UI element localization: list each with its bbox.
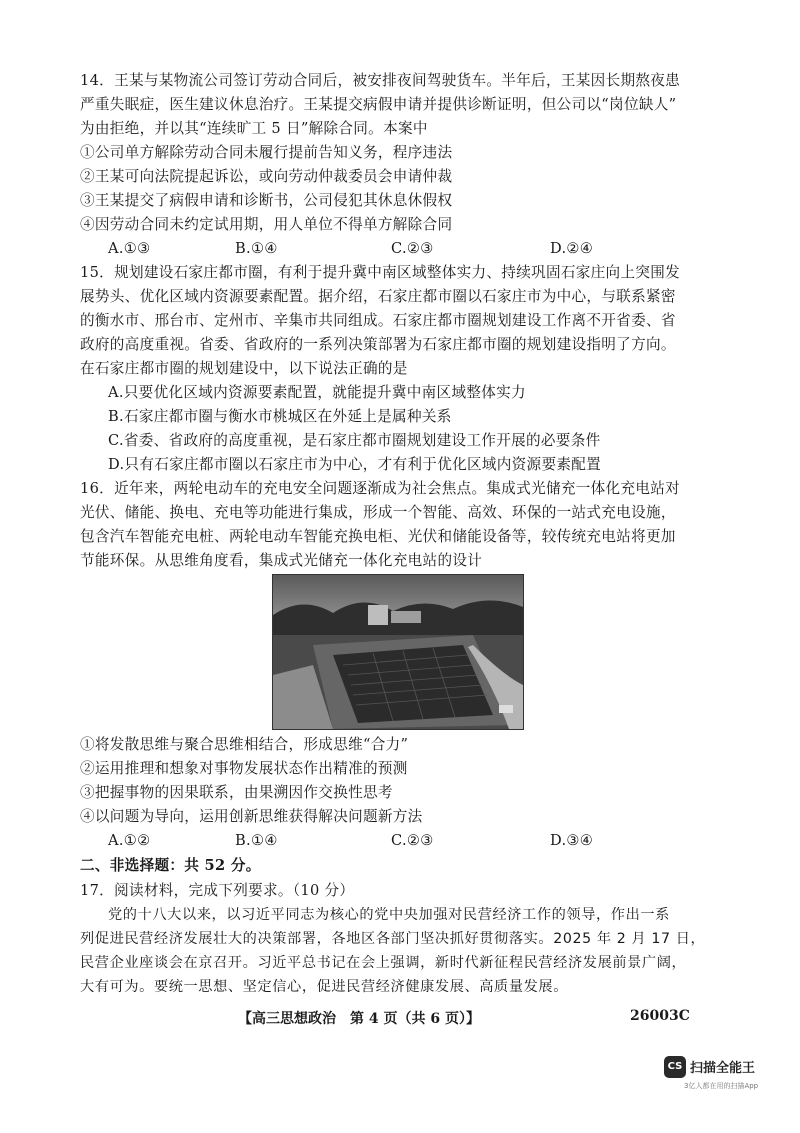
camscanner-logo-icon: CS <box>664 1056 686 1078</box>
photo-illustration <box>273 575 523 729</box>
q17-material-line: 民营企业座谈会在京召开。习近平总书记在会上强调，新时代新征程民营经济发展前景广阔， <box>80 955 687 971</box>
q14-statement: ③王某提交了病假申请和诊断书，公司侵犯其休息休假权 <box>80 192 453 209</box>
q16-statement: ②运用推理和想象对事物发展状态作出精准的预测 <box>80 760 408 777</box>
q14-option-b[interactable]: B.①④ <box>235 240 278 257</box>
q15-option-d[interactable]: D.只有石家庄都市圈以石家庄市为中心，才有利于优化区域内资源要素配置 <box>108 456 602 473</box>
aerial-photo-charging-station <box>272 574 524 730</box>
q17-material-line: 党的十八大以来，以习近平同志为核心的党中央加强对民营经济工作的领导，作出一系 <box>108 907 670 923</box>
q14-line: 为由拒绝，并以其“连续旷工 5 日”解除合同。本案中 <box>80 120 428 137</box>
q16-statement: ③把握事物的因果联系，由果溯因作交换性思考 <box>80 784 393 801</box>
q14-option-d[interactable]: D.②④ <box>550 240 594 257</box>
page-footer: 【高三思想政治 第 4 页（共 6 页）】 <box>238 1011 480 1027</box>
q15-line: 政府的高度重视。省委、省政府的一系列决策部署为石家庄都市圈的规划建设指明了方向。 <box>80 336 676 353</box>
q16-line: 16．近年来，两轮电动车的充电安全问题逐渐成为社会焦点。集成式光储充一体化充电站对 <box>80 480 681 497</box>
q15-option-b[interactable]: B.石家庄都市圈与衡水市桃城区在外延上是属种关系 <box>108 408 452 425</box>
q14-statement: ④因劳动合同未约定试用期，用人单位不得单方解除合同 <box>80 216 453 233</box>
q15-option-a[interactable]: A.只要优化区域内资源要素配置，就能提升冀中南区域整体实力 <box>108 384 526 401</box>
q16-line: 节能环保。从思维角度看，集成式光储充一体化充电站的设计 <box>80 552 483 569</box>
q15-line: 在石家庄都市圈的规划建设中，以下说法正确的是 <box>80 360 408 377</box>
q16-line: 包含汽车智能充电桩、两轮电动车智能充换电柜、光伏和储能设备等，较传统充电站将更加 <box>80 528 676 545</box>
q17-material-line: 列促进民营经济发展壮大的决策部署，各地区各部门坚决抓好贯彻落实。2025 年 2 月 17 日， <box>80 931 706 947</box>
q15-option-c[interactable]: C.省委、省政府的高度重视，是石家庄都市圈规划建设工作开展的必要条件 <box>108 432 601 449</box>
q16-option-a[interactable]: A.①② <box>108 832 151 849</box>
q17-prompt: 17．阅读材料，完成下列要求。（10 分） <box>80 882 355 899</box>
q14-line: 严重失眠症，医生建议休息治疗。王某提交病假申请并提供诊断证明，但公司以“岗位缺人” <box>80 96 677 113</box>
q14-statement: ①公司单方解除劳动合同未履行提前告知义务，程序违法 <box>80 144 453 161</box>
q14-option-c[interactable]: C.②③ <box>391 240 434 257</box>
q16-statement: ①将发散思维与聚合思维相结合，形成思维“合力” <box>80 736 409 753</box>
section-heading: 二、非选择题：共 52 分。 <box>80 857 261 874</box>
q14-option-a[interactable]: A.①③ <box>108 240 151 257</box>
watermark-app-name: 扫描全能王 <box>690 1061 756 1076</box>
q17-material-line: 大有可为。要统一思想、坚定信心，促进民营经济健康发展、高质量发展。 <box>80 979 568 995</box>
q15-line: 的衡水市、邢台市、定州市、辛集市共同组成。石家庄都市圈规划建设工作离不开省委、省 <box>80 312 676 329</box>
q16-statement: ④以问题为导向，运用创新思维获得解决问题新方法 <box>80 808 423 825</box>
q16-option-b[interactable]: B.①④ <box>235 832 278 849</box>
q16-option-c[interactable]: C.②③ <box>391 832 434 849</box>
q14-line: 14．王某与某物流公司签订劳动合同后，被安排夜间驾驶货车。半年后，王某因长期熬夜患 <box>80 72 681 89</box>
exam-code: 26003C <box>630 1008 690 1024</box>
watermark-tagline: 3亿人都在用的扫描App <box>684 1082 759 1090</box>
q15-line: 15．规划建设石家庄都市圈，有利于提升冀中南区域整体实力、持续巩固石家庄向上突围发 <box>80 264 681 281</box>
q15-line: 展势头、优化区域内资源要素配置。据介绍，石家庄都市圈以石家庄市为中心，与联系紧密 <box>80 288 676 305</box>
q16-line: 光伏、储能、换电、充电等功能进行集成，形成一个智能、高效、环保的一站式充电设施， <box>80 504 676 521</box>
q14-statement: ②王某可向法院提起诉讼，或向劳动仲裁委员会申请仲裁 <box>80 168 453 185</box>
q16-option-d[interactable]: D.③④ <box>550 832 594 849</box>
scanner-watermark <box>664 1054 794 1094</box>
